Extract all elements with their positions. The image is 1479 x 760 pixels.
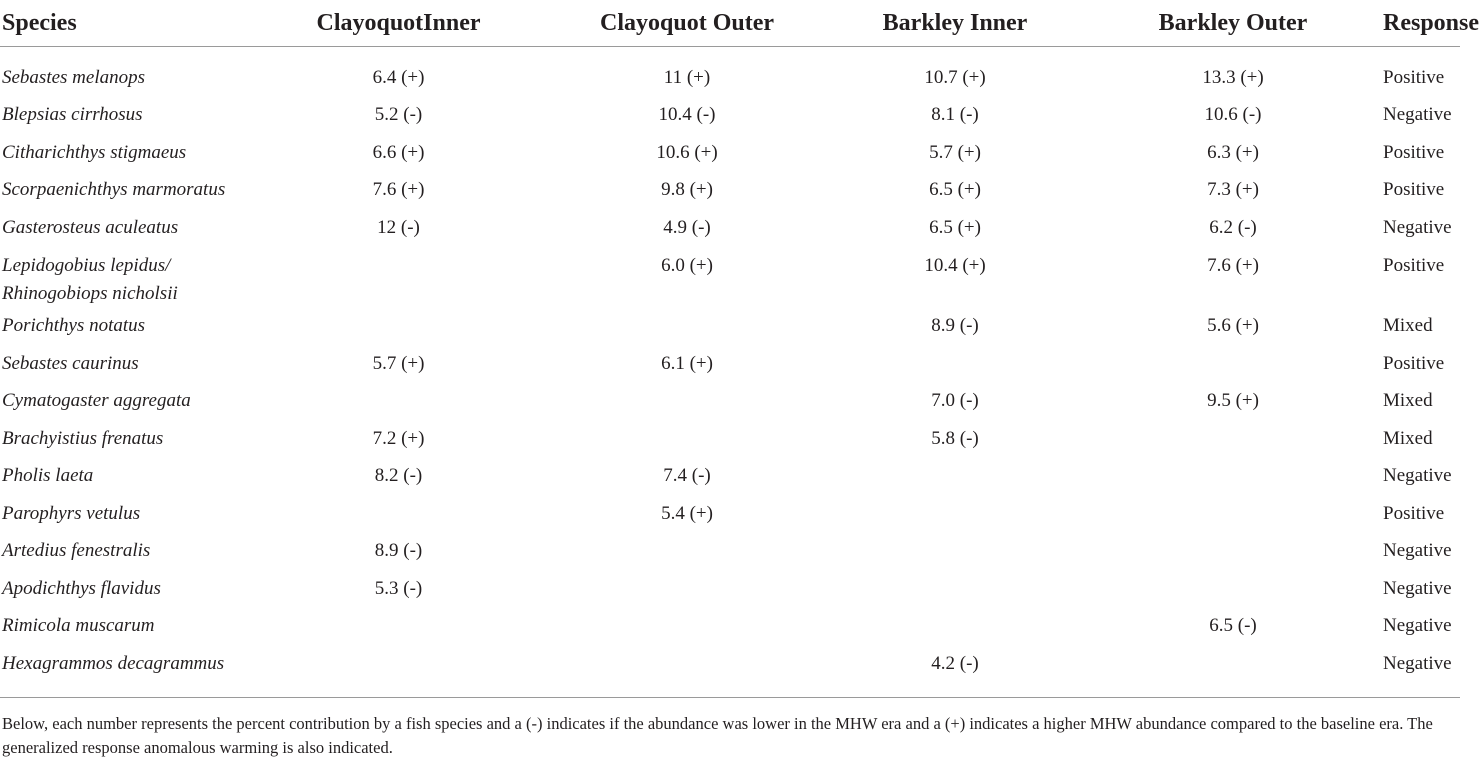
clayoquot-outer-value: 6.1 (+) bbox=[661, 352, 713, 374]
table-header-row bbox=[0, 0, 1460, 47]
clayoquot-inner-value bbox=[250, 495, 547, 533]
table-row bbox=[0, 345, 1460, 383]
barkley-inner-value: 10.4 (+) bbox=[924, 254, 986, 276]
barkley-outer-value: 10.6 (-) bbox=[1204, 104, 1262, 126]
clayoquot-inner-value bbox=[250, 645, 547, 697]
species-name: Sebastes caurinus bbox=[2, 352, 139, 374]
response-value: Positive bbox=[1383, 502, 1445, 524]
species-name: Gasterosteus aculeatus bbox=[2, 216, 179, 238]
response-value: Mixed bbox=[1383, 315, 1433, 337]
response-value: Negative bbox=[1383, 645, 1460, 697]
species-name: Apodichthys flavidus bbox=[2, 577, 161, 599]
barkley-outer-value: 9.5 (+) bbox=[1207, 390, 1259, 412]
clayoquot-inner-value bbox=[250, 608, 547, 646]
clayoquot-outer-value: 5.4 (+) bbox=[661, 502, 713, 524]
clayoquot-inner-value: 12 (-) bbox=[377, 216, 420, 238]
clayoquot-inner-value: 5.2 (-) bbox=[374, 104, 423, 126]
species-name-line-1: Lepidogobius lepidus/ bbox=[2, 254, 171, 276]
species-name: Pholis laeta bbox=[2, 465, 94, 487]
table-row bbox=[0, 458, 1460, 496]
species-name: Citharichthys stigmaeus bbox=[2, 141, 187, 163]
clayoquot-inner-value bbox=[250, 308, 547, 346]
table-row bbox=[0, 383, 1460, 421]
barkley-outer-value: 6.2 (-) bbox=[1209, 216, 1257, 238]
barkley-inner-value bbox=[827, 533, 1083, 571]
barkley-inner-value: 7.0 (-) bbox=[931, 390, 979, 412]
table-row bbox=[0, 97, 1460, 135]
table-row bbox=[0, 570, 1460, 608]
header-barkley-outer: Barkley Outer bbox=[1083, 0, 1383, 47]
species-name: Blepsias cirrhosus bbox=[2, 104, 143, 126]
table-row bbox=[0, 308, 1460, 346]
clayoquot-outer-value: 4.9 (-) bbox=[663, 216, 711, 238]
table-row bbox=[0, 47, 1460, 97]
response-value: Positive bbox=[1383, 179, 1445, 201]
barkley-inner-value: 5.8 (-) bbox=[931, 427, 979, 449]
barkley-inner-value bbox=[827, 570, 1083, 608]
barkley-inner-value: 8.9 (-) bbox=[931, 315, 979, 337]
response-value: Negative bbox=[1383, 465, 1452, 487]
species-name: Cymatogaster aggregata bbox=[2, 390, 191, 412]
clayoquot-outer-value bbox=[547, 570, 827, 608]
header-response: Response bbox=[1383, 0, 1460, 47]
clayoquot-outer-value bbox=[547, 420, 827, 458]
species-name: Hexagrammos decagrammus bbox=[0, 645, 250, 697]
clayoquot-inner-value: 7.2 (+) bbox=[372, 427, 425, 449]
clayoquot-outer-value: 7.4 (-) bbox=[663, 465, 711, 487]
barkley-outer-value: 7.6 (+) bbox=[1207, 254, 1259, 276]
barkley-outer-value: 7.3 (+) bbox=[1207, 179, 1259, 201]
clayoquot-inner-value: 8.9 (-) bbox=[374, 540, 423, 562]
table-row bbox=[0, 172, 1460, 210]
barkley-inner-value: 8.1 (-) bbox=[931, 104, 979, 126]
barkley-inner-value: 4.2 (-) bbox=[827, 645, 1083, 697]
table-row bbox=[0, 247, 1460, 308]
clayoquot-outer-value: 6.0 (+) bbox=[661, 254, 713, 276]
barkley-inner-value bbox=[827, 345, 1083, 383]
header-clayoquot-inner: ClayoquotInner bbox=[250, 0, 547, 47]
clayoquot-inner-value: 5.3 (-) bbox=[374, 577, 423, 599]
barkley-inner-value: 10.7 (+) bbox=[924, 66, 986, 88]
clayoquot-inner-value: 7.6 (+) bbox=[372, 179, 425, 201]
clayoquot-outer-value bbox=[547, 308, 827, 346]
clayoquot-outer-value: 9.8 (+) bbox=[661, 179, 713, 201]
table-row bbox=[0, 533, 1460, 571]
response-value: Negative bbox=[1383, 540, 1452, 562]
species-name-line-2: Rhinogobiops nicholsii bbox=[2, 282, 178, 304]
species-name: Rimicola muscarum bbox=[2, 615, 155, 637]
table-row bbox=[0, 495, 1460, 533]
table-row bbox=[0, 420, 1460, 458]
species-name: Porichthys notatus bbox=[2, 315, 146, 337]
response-value: Positive bbox=[1383, 352, 1445, 374]
clayoquot-outer-value bbox=[547, 533, 827, 571]
species-name: Sebastes melanops bbox=[2, 66, 146, 88]
clayoquot-outer-value bbox=[547, 383, 827, 421]
clayoquot-outer-value bbox=[547, 645, 827, 697]
barkley-inner-value bbox=[827, 495, 1083, 533]
species-name: Scorpaenichthys marmoratus bbox=[2, 179, 226, 201]
species-name: Brachyistius frenatus bbox=[2, 427, 164, 449]
barkley-inner-value: 6.5 (+) bbox=[929, 216, 981, 238]
clayoquot-inner-value bbox=[250, 383, 547, 421]
clayoquot-inner-value: 6.6 (+) bbox=[372, 141, 425, 163]
barkley-outer-value: 6.5 (-) bbox=[1209, 615, 1257, 637]
response-value: Positive bbox=[1383, 141, 1445, 163]
response-value: Negative bbox=[1383, 104, 1452, 126]
barkley-inner-value: 5.7 (+) bbox=[929, 141, 981, 163]
barkley-outer-value bbox=[1083, 345, 1383, 383]
response-value: Positive bbox=[1383, 66, 1445, 88]
table-row bbox=[0, 209, 1460, 247]
barkley-outer-value bbox=[1083, 495, 1383, 533]
header-clayoquot-outer: Clayoquot Outer bbox=[547, 0, 827, 47]
clayoquot-inner-value: 8.2 (-) bbox=[374, 465, 423, 487]
table-row bbox=[0, 134, 1460, 172]
response-value: Mixed bbox=[1383, 390, 1433, 412]
response-value: Negative bbox=[1383, 615, 1452, 637]
clayoquot-outer-value: 11 (+) bbox=[663, 66, 711, 88]
barkley-outer-value bbox=[1083, 458, 1383, 496]
barkley-outer-value bbox=[1083, 645, 1383, 697]
clayoquot-inner-value: 5.7 (+) bbox=[372, 352, 425, 374]
barkley-inner-value bbox=[827, 458, 1083, 496]
response-value: Positive bbox=[1383, 254, 1445, 276]
barkley-inner-value: 6.5 (+) bbox=[929, 179, 981, 201]
barkley-outer-value bbox=[1083, 533, 1383, 571]
header-barkley-inner: Barkley Inner bbox=[827, 0, 1083, 47]
species-name: Artedius fenestralis bbox=[2, 540, 151, 562]
table-footnote: Below, each number represents the percent contribution by a fish species and a (-) indicates if the abundance was lower in the MHW era and a (+) indicates a higher MHW abundance compared to the baseline era. The generalized response anomalous warming is also indicated. bbox=[2, 714, 1433, 757]
header-species: Species bbox=[0, 0, 250, 47]
barkley-outer-value bbox=[1083, 420, 1383, 458]
table-row bbox=[0, 608, 1460, 646]
table-row bbox=[0, 645, 1460, 697]
clayoquot-inner-value bbox=[250, 247, 547, 308]
clayoquot-inner-value: 6.4 (+) bbox=[372, 66, 425, 88]
species-name: Parophyrs vetulus bbox=[2, 502, 141, 524]
clayoquot-outer-value: 10.6 (+) bbox=[656, 141, 718, 163]
response-value: Negative bbox=[1383, 577, 1452, 599]
response-value: Mixed bbox=[1383, 427, 1433, 449]
species-name bbox=[0, 247, 250, 308]
barkley-outer-value: 5.6 (+) bbox=[1207, 315, 1259, 337]
clayoquot-outer-value: 10.4 (-) bbox=[658, 104, 716, 126]
barkley-outer-value: 6.3 (+) bbox=[1207, 141, 1259, 163]
barkley-inner-value bbox=[827, 608, 1083, 646]
response-value: Negative bbox=[1383, 216, 1452, 238]
barkley-outer-value bbox=[1083, 570, 1383, 608]
barkley-outer-value: 13.3 (+) bbox=[1202, 66, 1264, 88]
clayoquot-outer-value bbox=[547, 608, 827, 646]
